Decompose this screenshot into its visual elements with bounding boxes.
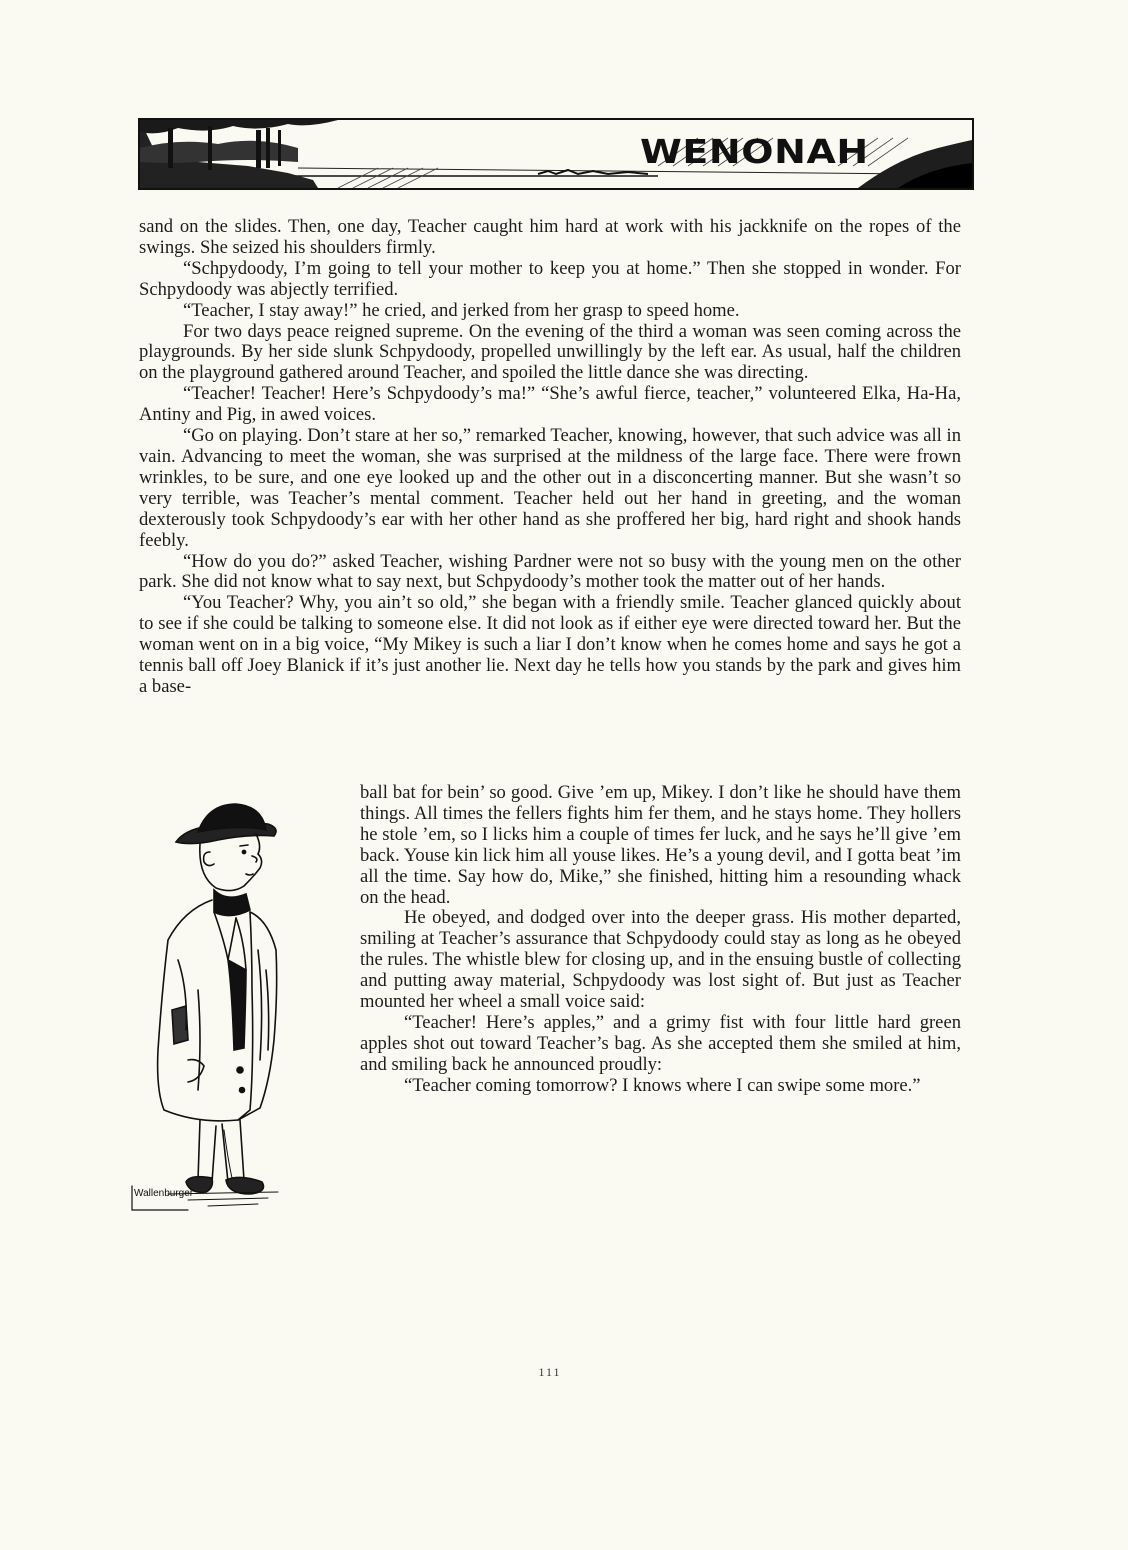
- paragraph: ball bat for bein’ so good. Give ’em up, Mikey. I don’t like he should have them things. All times the fellers fights him fer them, and he stays home. They hollers he stole ’em, so I licks him a couple of times fer luck, and he says he’ll give ’em back. Youse kin lick him all youse likes. He’s a young devil, and I gotta beat ’im all the time. Say how do, Mike,” she finished, hitting him a resounding whack on the head.: [360, 782, 961, 908]
- paragraph: “Teacher! Here’s apples,” and a grimy fist with four little hard green apples shot out toward Teacher’s bag. As she accepted them she smiled at him, and smiling back he announced proudly:: [360, 1011, 961, 1075]
- paragraph: “Teacher, I stay away!” he cried, and jerked from her grasp to speed home.: [183, 299, 740, 321]
- paragraph: sand on the slides. Then, one day, Teacher caught him hard at work with his jackknife on the ropes of the swings. She seized his shoulders firmly.: [139, 216, 961, 258]
- boy-illustration: [128, 790, 358, 1220]
- paragraph: “Teacher! Teacher! Here’s Schpydoody’s ma!” “She’s awful fierce, teacher,” volunteered Elka, Ha-Ha, Antiny and Pig, in awed voices.: [139, 383, 961, 426]
- artist-signature: Wallenburger: [134, 1188, 194, 1199]
- header-title: WENONAH: [640, 132, 869, 171]
- paragraph: For two days peace reigned supreme. On the evening of the third a woman was seen coming across the playgrounds. By her side slunk Schpydoody, propelled unwillingly by the left ear. As usual, half the children on the playground gathered around Teacher, and spoiled the little dance she was directing.: [139, 320, 961, 384]
- text-column-full: [139, 217, 961, 698]
- text-column-narrow: [360, 783, 961, 1097]
- page-number: 111: [538, 1365, 562, 1379]
- paragraph: He obeyed, and dodged over into the deeper grass. His mother departed, smiling at Teacher’s assurance that Schpydoody could stay as long as he obeyed the rules. The whistle blew for closing up, and in the ensuing bustle of collecting and putting away material, Schpydoody was lost sight of. But just as Teacher mounted her wheel a small voice said:: [360, 907, 961, 1013]
- paragraph: “Schpydoody, I’m going to tell your mother to keep you at home.” Then she stopped in wonder. For Schpydoody was abjectly terrified.: [139, 257, 961, 300]
- paragraph: “Go on playing. Don’t stare at her so,” remarked Teacher, knowing, however, that such advice was all in vain. Advancing to meet the woman, she was surprised at the mildness of the large face. There were frown wrinkles, to be sure, and one eye looked up and the other out in a disconcerting manner. But she wasn’t so very terrible, was Teacher’s mental comment. Teacher held out her hand in greeting, and the woman dexterously took Schpydoody’s ear with her other hand as she proffered her big, hard right and shook hands feebly.: [139, 425, 961, 551]
- paragraph: “Teacher coming tomorrow? I knows where I can swipe some more.”: [404, 1074, 921, 1096]
- paragraph: “How do you do?” asked Teacher, wishing Pardner were not so busy with the young men on the other park. She did not know what to say next, but Schpydoody’s mother took the matter out of her hands.: [139, 550, 961, 593]
- paragraph: “You Teacher? Why, you ain’t so old,” she began with a friendly smile. Teacher glanced quickly about to see if she could be talking to someone else. It did not look as if either eye were directed toward her. But the woman went on in a big voice, “My Mikey is such a liar I don’t know when he comes home and says he got a tennis ball off Joey Blanick if it’s just another lie. Next day he tells how you stands by the park and gives him a base-: [139, 592, 961, 697]
